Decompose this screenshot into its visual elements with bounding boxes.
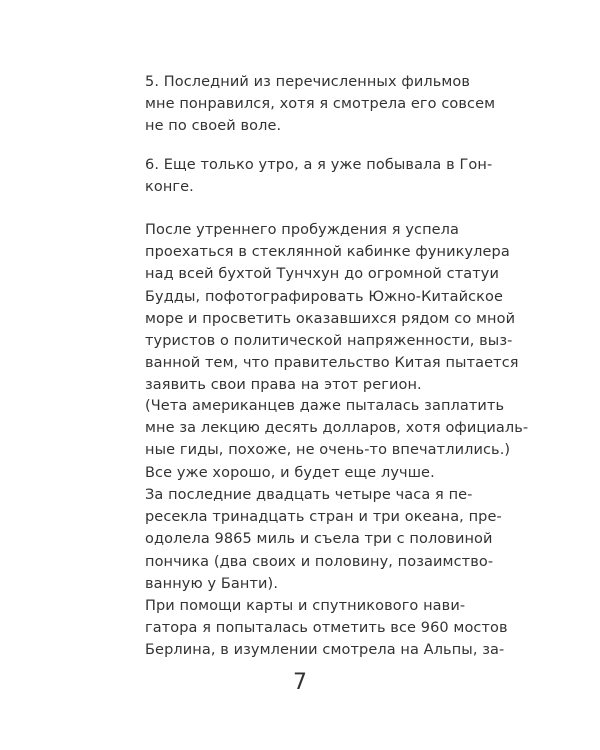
- text-line: мне за лекцию десять долларов, хотя официаль-: [145, 420, 529, 437]
- paragraph-morning: [145, 219, 519, 397]
- text-line: ные гиды, похоже, не очень-то впечатлились.): [145, 442, 511, 459]
- text-line: (Чета американцев даже пыталась заплатить: [145, 398, 505, 414]
- text-line: не по своей воле.: [145, 118, 282, 135]
- paragraph-map: [145, 595, 508, 662]
- text-line: ванной тем, что правительство Китая пытается: [145, 355, 519, 372]
- text-line: гатора я попыталась отметить все 960 мостов: [145, 620, 508, 637]
- text-line: После утреннего пробуждения я успела: [145, 222, 460, 238]
- paragraph-item-6: [145, 154, 493, 198]
- text-line: Все уже хорошо, и будет еще лучше.: [145, 465, 435, 481]
- text-line: 5. Последний из перечисленных фильмов: [145, 74, 471, 90]
- paragraph-item-5: [145, 71, 496, 138]
- text-line: заявить свои права на этот регион.: [145, 377, 422, 394]
- text-line: над всей бухтой Тунчхун до огромной статуи: [145, 266, 500, 283]
- text-line: море и просветить оказавшихся рядом со мной: [145, 310, 516, 327]
- paragraph-good: [145, 462, 458, 484]
- text-line: ресекла тринадцать стран и три океана, пре-: [145, 509, 502, 526]
- text-line: ванную у Банти).: [145, 575, 279, 592]
- text-line: Будды, пофотографировать Южно-Китайское: [145, 288, 504, 305]
- text-line: конге.: [145, 179, 194, 196]
- page-number: 7: [293, 670, 307, 695]
- text-line: туристов о политической напряженности, выз-: [145, 332, 513, 349]
- paragraph-americans: [145, 395, 529, 462]
- text-line: одолела 9865 миль и съела три с половиной: [145, 531, 493, 548]
- text-line: пончика (два своих и половину, позаимство-: [145, 553, 494, 570]
- text-line: проехаться в стеклянной кабинке фуникулера: [145, 244, 510, 261]
- paragraph-24h: [145, 484, 502, 595]
- text-line: мне понравился, хотя я смотрела его совсем: [145, 96, 496, 113]
- text-line: Берлина, в изумлении смотрела на Альпы, за-: [145, 642, 505, 659]
- text-line: 6. Еще только утро, а я уже побывала в Гон-: [145, 157, 493, 173]
- text-line: При помощи карты и спутникового нави-: [145, 598, 466, 614]
- text-line: За последние двадцать четыре часа я пе-: [145, 487, 473, 503]
